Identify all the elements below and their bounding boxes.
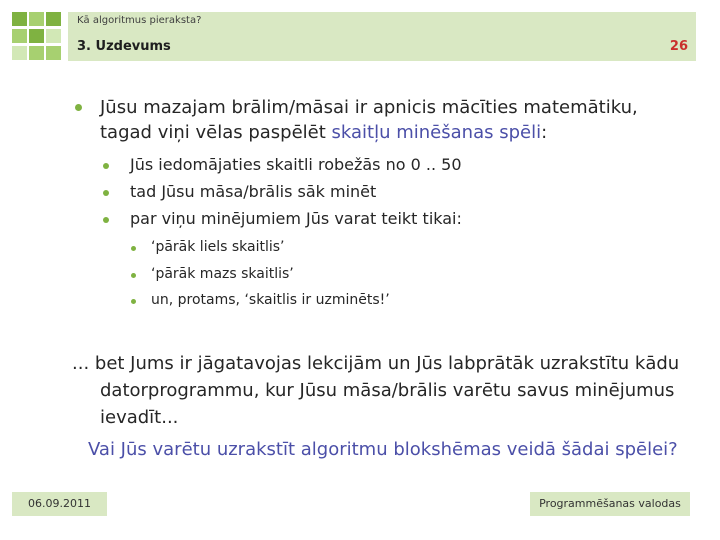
sub-sub-item: un, protams, ‘skaitlis ir uzminēts!’ [151, 292, 390, 308]
sub-item: tad Jūsu māsa/brālis sāk minēt [130, 182, 377, 201]
sub-item: par viņu minējumiem Jūs varat teikt tikai: [130, 209, 462, 228]
sub-sub-item: ‘pārāk liels skaitlis’ [151, 239, 285, 255]
paragraph-line: ievadīt... [100, 407, 179, 428]
bullet-icon [131, 299, 136, 304]
logo-square [46, 12, 61, 26]
paragraph-line: ... bet Jums ir jāgatavojas lekcijām un Jūs labprātāk uzrakstītu kādu [72, 353, 680, 374]
logo-square [46, 46, 61, 60]
bullet-icon [103, 217, 109, 223]
logo-square [46, 29, 61, 43]
sub-sub-item: ‘pārāk mazs skaitlis’ [151, 266, 294, 282]
logo-square [29, 46, 44, 60]
logo-square [29, 29, 44, 43]
logo-square [12, 12, 27, 26]
intro-line-1: Jūsu mazajam brālim/māsai ir apnicis mācīties matemātiku, [100, 97, 638, 118]
slide-title: 3. Uzdevums [77, 39, 171, 54]
intro-line-2-prefix: tagad viņi vēlas paspēlēt [100, 122, 332, 143]
bullet-icon [75, 104, 82, 111]
logo-square [29, 12, 44, 26]
footer-date: 06.09.2011 [12, 492, 107, 516]
bullet-icon [131, 246, 136, 251]
intro-line-2 [100, 121, 547, 144]
sub-item: Jūs iedomājaties skaitli robežās no 0 .. 50 [130, 155, 462, 174]
intro-line-2-suffix: : [541, 122, 548, 143]
slide-number: 26 [669, 39, 688, 54]
bullet-icon [131, 273, 136, 278]
intro-line-2-accent: skaitļu minēšanas spēli [331, 122, 542, 143]
bullet-icon [103, 190, 109, 196]
question-text: Vai Jūs varētu uzrakstīt algoritmu blokshēmas veidā šādai spēlei? [88, 439, 678, 460]
footer-course: Programmēšanas valodas [530, 492, 690, 516]
logo-square [12, 29, 27, 43]
bullet-icon [103, 163, 109, 169]
paragraph-line: datorprogrammu, kur Jūsu māsa/brālis varētu savus minējumus [100, 380, 675, 401]
slide-subtitle: Kā algoritmus pieraksta? [77, 15, 202, 26]
logo-square [12, 46, 27, 60]
logo-grid [12, 12, 70, 61]
